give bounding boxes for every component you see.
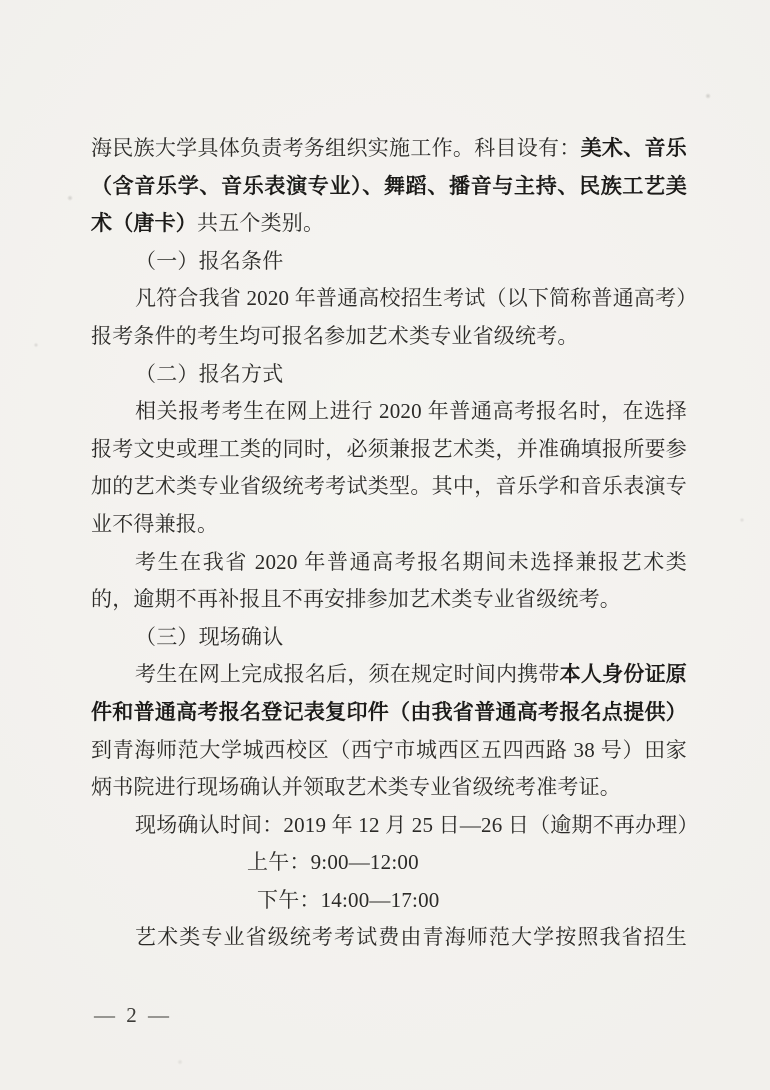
text-line xyxy=(91,280,698,318)
text-segment: 海民族大学具体负责考务组织实施工作。科目设有： xyxy=(91,136,581,160)
text-line xyxy=(91,506,687,544)
bold-text-segment: 美术、音乐 xyxy=(580,136,687,160)
text-line xyxy=(91,694,687,732)
text-segment: 业不得兼报。 xyxy=(91,511,219,536)
text-line xyxy=(91,919,687,957)
bold-text-segment: 术（唐卡） xyxy=(91,211,197,236)
text-line xyxy=(91,318,687,356)
text-block xyxy=(91,130,699,957)
text-line xyxy=(91,468,687,506)
text-segment: 下午：14:00—17:00 xyxy=(257,887,440,912)
text-line xyxy=(91,732,687,770)
text-line xyxy=(91,844,687,882)
text-line xyxy=(91,168,687,206)
text-line xyxy=(91,769,687,807)
text-line xyxy=(91,581,687,619)
text-line xyxy=(91,807,699,845)
text-line xyxy=(91,205,687,243)
text-segment: 考生在我省 2020 年普通高考报名期间未选择兼报艺术类 xyxy=(135,549,687,574)
text-segment: 考生在网上完成报名后，须在规定时间内携带 xyxy=(135,662,560,687)
text-line xyxy=(91,393,687,431)
text-segment: 报考条件的考生均可报名参加艺术类专业省级统考。 xyxy=(91,323,579,348)
bold-text-segment: 件和普通高考报名登记表复印件（由我省普通高考报名点提供） xyxy=(91,699,687,724)
text-segment: 相关报考考生在网上进行 2020 年普通高考报名时，在选择 xyxy=(135,399,687,424)
text-segment: 上午：9:00—12:00 xyxy=(247,850,419,875)
text-segment: 到青海师范大学城西校区（西宁市城西区五四西路 38 号）田家 xyxy=(91,737,687,762)
text-line xyxy=(91,431,687,469)
text-segment: 加的艺术类专业省级统考考试类型。其中，音乐学和音乐表演专 xyxy=(91,474,687,499)
bold-text-segment: （含音乐学、音乐表演专业）、舞蹈、播音与主持、民族工艺美 xyxy=(91,173,687,198)
text-segment: （一）报名条件 xyxy=(135,248,284,273)
text-segment: 现场确认时间：2019 年 12 月 25 日—26 日（逾期不再办理） xyxy=(135,812,699,837)
text-line xyxy=(91,656,687,694)
text-segment: 炳书院进行现场确认并领取艺术类专业省级统考准考证。 xyxy=(91,775,621,800)
bold-text-segment: 本人身份证原 xyxy=(559,662,687,687)
page-number: — 2 — xyxy=(94,1003,172,1027)
text-segment: 共五个类别。 xyxy=(197,211,325,236)
text-line xyxy=(91,619,687,657)
text-line xyxy=(91,243,687,281)
text-line xyxy=(91,544,687,582)
text-line xyxy=(91,882,687,920)
text-segment: 艺术类专业省级统考考试费由青海师范大学按照我省招生 xyxy=(135,925,687,950)
text-segment: 报考文史或理工类的同时，必须兼报艺术类，并准确填报所要参 xyxy=(91,436,687,461)
text-line xyxy=(91,130,687,168)
text-segment: 的，逾期不再补报且不再安排参加艺术类专业省级统考。 xyxy=(91,587,621,612)
text-line xyxy=(91,356,687,394)
text-segment: （二）报名方式 xyxy=(135,361,284,386)
text-segment: 凡符合我省 2020 年普通高校招生考试（以下简称普通高考） xyxy=(135,286,698,311)
text-segment: （三）现场确认 xyxy=(135,624,284,649)
